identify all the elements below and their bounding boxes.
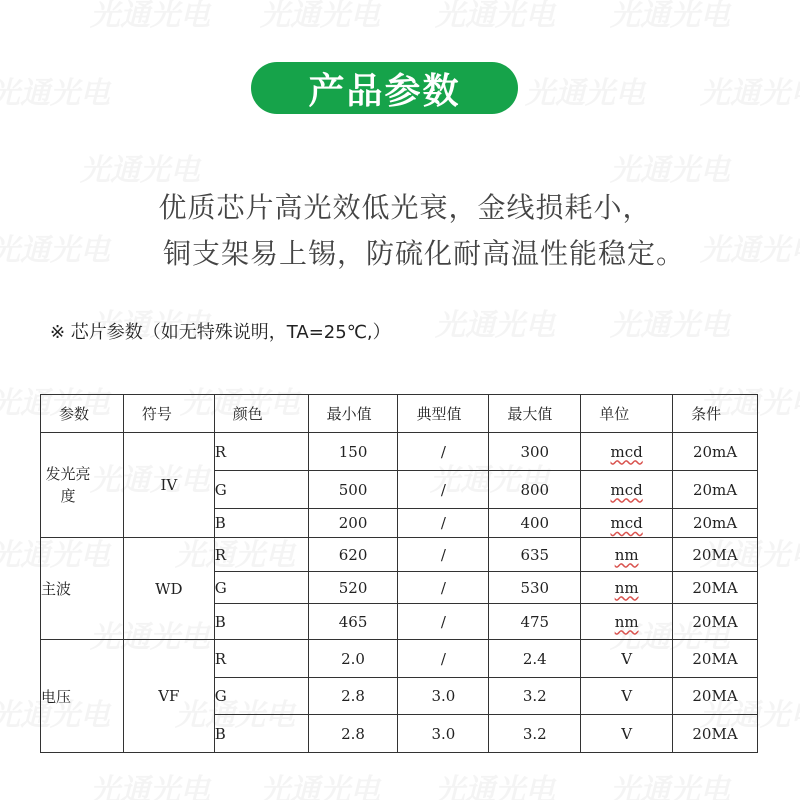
header-color: 颜色 [214, 395, 308, 433]
color-cell: B [214, 715, 308, 753]
unit-label: mcd [610, 442, 643, 461]
unit-cell [581, 640, 673, 678]
condition-cell: 20MA [673, 715, 758, 753]
watermark-text [610, 0, 730, 34]
watermark-text [80, 145, 200, 189]
typ-cell: 3.0 [398, 678, 489, 715]
color-cell: B [214, 604, 308, 640]
watermark-text [90, 765, 210, 800]
min-cell: 150 [308, 433, 398, 471]
spec-note: ※ 芯片参数（如无特殊说明，TA=25℃,） [50, 322, 391, 343]
max-cell: 800 [489, 471, 581, 509]
watermark-text [435, 300, 555, 344]
watermark-text [610, 300, 730, 344]
symbol-cell: VF [123, 640, 214, 753]
watermark-text [525, 68, 645, 112]
unit-label: nm [614, 545, 639, 564]
header-condition: 条件 [673, 395, 758, 433]
unit-cell [581, 433, 673, 471]
watermark-text [260, 0, 380, 34]
min-cell: 500 [308, 471, 398, 509]
unit-label: nm [614, 578, 639, 597]
spec-table [40, 394, 758, 753]
color-cell: R [214, 538, 308, 572]
max-cell: 2.4 [489, 640, 581, 678]
condition-cell: 20MA [673, 678, 758, 715]
unit-cell [581, 509, 673, 538]
color-cell: G [214, 572, 308, 604]
watermark-text [610, 765, 730, 800]
condition-cell: 20MA [673, 572, 758, 604]
watermark-text [0, 68, 110, 112]
table-row [41, 433, 758, 471]
page-title: 产品参数 [308, 70, 461, 112]
unit-cell [581, 678, 673, 715]
min-cell: 2.8 [308, 715, 398, 753]
typ-cell: / [398, 471, 489, 509]
max-cell: 300 [489, 433, 581, 471]
typ-cell: / [398, 509, 489, 538]
watermark-text [435, 0, 555, 34]
typ-cell: / [398, 572, 489, 604]
typ-cell: / [398, 640, 489, 678]
header-max: 最大值 [489, 395, 581, 433]
title-banner [251, 62, 518, 114]
table-header-row [41, 395, 758, 433]
header-typ: 典型值 [398, 395, 489, 433]
param-cell: 电压 [41, 640, 124, 753]
param-cell [41, 433, 124, 538]
condition-cell: 20mA [673, 433, 758, 471]
unit-cell [581, 471, 673, 509]
min-cell: 200 [308, 509, 398, 538]
symbol-cell: WD [123, 538, 214, 640]
watermark-text [435, 765, 555, 800]
unit-label: nm [614, 612, 639, 631]
description-line-1: 优质芯片高光效低光衰，金线损耗小， [158, 191, 652, 224]
description-line-2: 铜支架易上锡，防硫化耐高温性能稳定。 [162, 237, 685, 270]
color-cell: B [214, 509, 308, 538]
condition-cell: 20MA [673, 640, 758, 678]
symbol-cell: IV [123, 433, 214, 538]
condition-cell: 20mA [673, 471, 758, 509]
min-cell: 520 [308, 572, 398, 604]
unit-cell [581, 572, 673, 604]
header-min: 最小值 [308, 395, 398, 433]
color-cell: G [214, 471, 308, 509]
unit-label: V [621, 649, 633, 668]
table-row [41, 538, 758, 572]
condition-cell: 20MA [673, 604, 758, 640]
min-cell: 2.0 [308, 640, 398, 678]
max-cell: 3.2 [489, 678, 581, 715]
unit-cell [581, 538, 673, 572]
header-param: 参数 [41, 395, 124, 433]
watermark-text [610, 145, 730, 189]
typ-cell: / [398, 433, 489, 471]
max-cell: 400 [489, 509, 581, 538]
min-cell: 465 [308, 604, 398, 640]
unit-cell [581, 715, 673, 753]
header-symbol: 符号 [123, 395, 214, 433]
color-cell: R [214, 640, 308, 678]
condition-cell: 20mA [673, 509, 758, 538]
max-cell: 530 [489, 572, 581, 604]
unit-label: V [621, 724, 633, 743]
watermark-text [700, 68, 800, 112]
table-row [41, 640, 758, 678]
watermark-text [90, 0, 210, 34]
watermark-text [260, 765, 380, 800]
condition-cell: 20MA [673, 538, 758, 572]
max-cell: 635 [489, 538, 581, 572]
color-cell: R [214, 433, 308, 471]
typ-cell: / [398, 604, 489, 640]
unit-cell [581, 604, 673, 640]
header-unit: 单位 [581, 395, 673, 433]
min-cell: 2.8 [308, 678, 398, 715]
min-cell: 620 [308, 538, 398, 572]
unit-label: mcd [610, 514, 643, 532]
unit-label: V [621, 687, 633, 705]
unit-label: mcd [610, 480, 643, 499]
max-cell: 475 [489, 604, 581, 640]
typ-cell: / [398, 538, 489, 572]
max-cell: 3.2 [489, 715, 581, 753]
param-cell: 主波 [41, 538, 124, 640]
param-label: 发光亮度 [45, 465, 91, 505]
typ-cell: 3.0 [398, 715, 489, 753]
color-cell: G [214, 678, 308, 715]
